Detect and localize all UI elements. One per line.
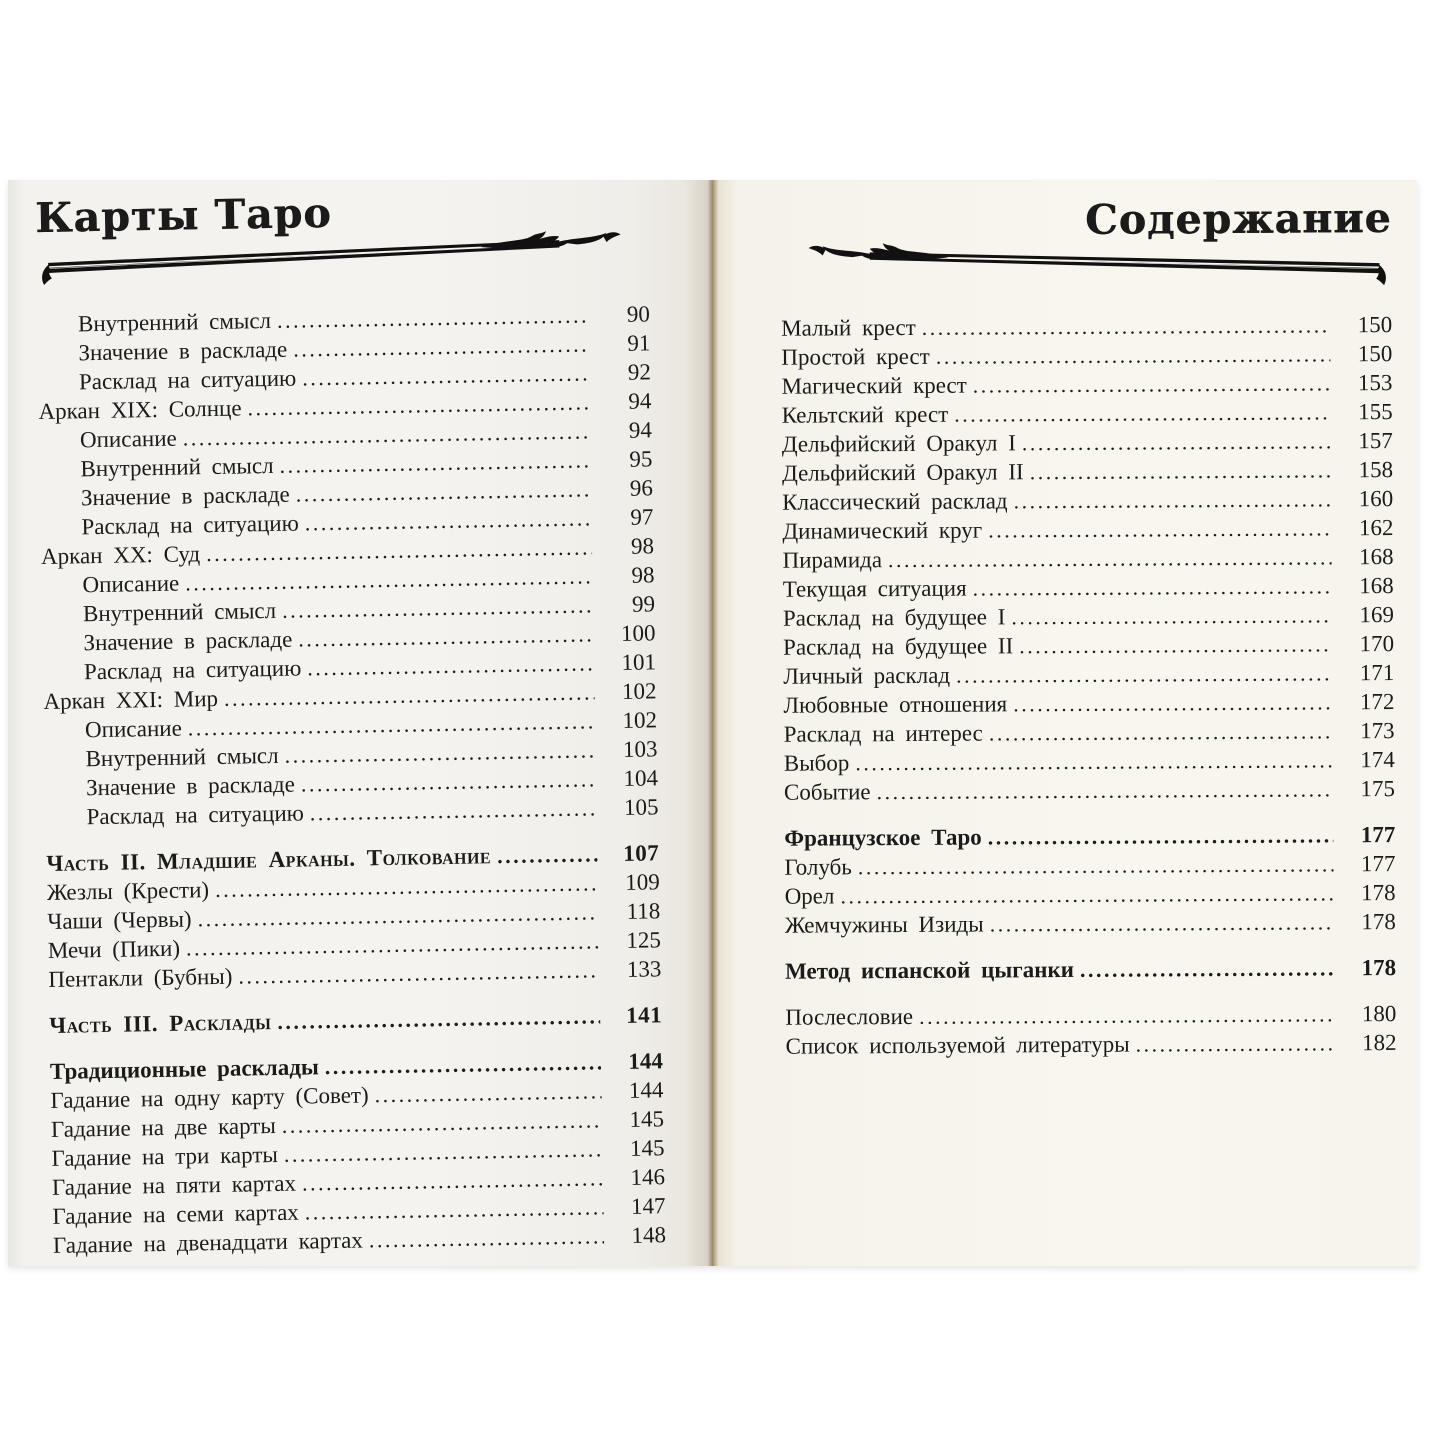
entry-page: 104 — [623, 765, 659, 791]
entry-page: 101 — [621, 649, 657, 675]
entry-label: Расклад на ситуацию — [81, 510, 299, 540]
entry-page: 102 — [622, 707, 658, 733]
entry-page: 100 — [620, 620, 656, 646]
entry-page: 97 — [630, 504, 654, 530]
entry-page: 178 — [1361, 879, 1396, 906]
entry-page: 102 — [621, 678, 657, 704]
entry-label: Расклад на будущее I — [782, 604, 1006, 631]
entry-page: 125 — [626, 927, 662, 953]
toc-entry — [784, 820, 1395, 853]
dot-leader — [956, 658, 1332, 689]
toc-entry — [783, 600, 1394, 633]
dot-leader — [1019, 629, 1332, 660]
entry-page: 178 — [1361, 954, 1397, 981]
dot-leader — [936, 339, 1331, 370]
entry-label: Значение в раскладе — [83, 626, 293, 656]
entry-label: Простой крест — [781, 343, 930, 370]
entry-label: Внутренний смысл — [85, 742, 279, 772]
entry-label: Магический крест — [781, 372, 967, 399]
entry-page: 150 — [1357, 312, 1393, 338]
entry-label: Пентакли (Бубны) — [48, 963, 233, 992]
entry-page: 168 — [1359, 544, 1394, 570]
toc-entry — [785, 999, 1396, 1032]
entry-page: 171 — [1359, 659, 1395, 686]
left-running-title: Карты Таро — [34, 188, 332, 243]
dot-leader — [369, 1221, 605, 1254]
entry-label: Гадание на две карты — [50, 1113, 277, 1142]
entry-label: Аркан XXI: Мир — [43, 685, 219, 715]
toc-entry — [783, 658, 1394, 691]
dot-leader — [988, 820, 1334, 851]
entry-page: 96 — [629, 475, 654, 501]
right-page-header — [780, 194, 1392, 290]
entry-label: Аркан XX: Суд — [40, 541, 201, 570]
entry-page: 94 — [628, 417, 653, 443]
dot-leader — [858, 849, 1334, 881]
entry-page: 109 — [625, 869, 661, 895]
entry-page: 118 — [626, 898, 661, 924]
entry-label: Внутренний смысл — [77, 307, 272, 337]
entry-label: Значение в раскладе — [80, 481, 290, 511]
entry-label: Личный расклад — [783, 662, 951, 689]
toc-entry — [784, 774, 1395, 807]
entry-page: 173 — [1360, 717, 1395, 744]
entry-page: 94 — [628, 388, 652, 414]
entry-label: Расклад на будущее II — [783, 633, 1014, 660]
left-page-header — [35, 183, 650, 286]
right-toc-list — [781, 310, 1397, 1061]
entry-page: 145 — [629, 1135, 665, 1161]
entry-label: Внутренний смысл — [80, 452, 274, 482]
entry-page: 168 — [1359, 573, 1394, 599]
toc-entry — [785, 1028, 1396, 1061]
entry-label: Гадание на три карты — [51, 1141, 279, 1171]
entry-page: 91 — [627, 330, 651, 356]
entry-page: 98 — [630, 533, 655, 559]
entry-label: Значение в раскладе — [78, 336, 288, 366]
dot-leader — [973, 368, 1331, 399]
toc-entry — [785, 907, 1396, 940]
toc-entry — [784, 716, 1395, 749]
entry-label: Событие — [783, 779, 871, 805]
entry-label: Внутренний смысл — [82, 597, 277, 627]
toc-entry — [781, 368, 1392, 401]
entry-label: Мечи (Пики) — [47, 935, 181, 963]
toc-entry — [783, 571, 1394, 604]
entry-label: Традиционные расклады — [49, 1054, 320, 1084]
toc-entry — [784, 745, 1395, 778]
book-spread — [8, 180, 1418, 1266]
entry-label: Гадание на двенадцати картах — [52, 1227, 364, 1258]
entry-label: Жемчужины Изиды — [784, 911, 984, 938]
entry-page: 105 — [623, 794, 659, 820]
toc-entry — [782, 484, 1393, 517]
entry-label: Часть III. Расклады — [48, 1009, 272, 1038]
entry-page: 153 — [1357, 370, 1393, 396]
dot-leader — [989, 716, 1333, 747]
dot-leader — [374, 1076, 601, 1109]
entry-page: 99 — [631, 591, 656, 617]
left-toc-list — [37, 299, 666, 1260]
dot-leader — [277, 1001, 600, 1036]
entry-label: Любовные отношения — [783, 691, 1008, 718]
dot-leader — [876, 774, 1333, 806]
entry-page: 160 — [1358, 486, 1394, 512]
entry-label: Выбор — [783, 750, 850, 776]
dot-leader — [1080, 953, 1334, 984]
dot-leader — [840, 878, 1333, 910]
entry-label: Описание — [84, 715, 183, 743]
dot-leader — [1030, 455, 1332, 486]
entry-page: 90 — [626, 301, 651, 327]
dot-leader — [973, 571, 1332, 602]
entry-label: Послесловие — [785, 1003, 914, 1030]
entry-label: Кельтский крест — [781, 401, 949, 428]
dot-leader — [310, 793, 597, 827]
entry-page: 95 — [629, 446, 653, 472]
entry-label: Орел — [784, 883, 835, 909]
dot-leader — [954, 397, 1331, 428]
entry-page: 92 — [627, 359, 652, 385]
entry-page: 107 — [623, 840, 660, 866]
dot-leader — [1013, 687, 1332, 718]
toc-entry — [781, 310, 1392, 343]
entry-label: Гадание на семи картах — [52, 1199, 300, 1229]
entry-page: 133 — [626, 956, 662, 982]
toc-entry — [783, 629, 1394, 662]
toc-entry — [784, 849, 1395, 882]
entry-page: 177 — [1360, 821, 1396, 848]
entry-page: 175 — [1360, 775, 1396, 802]
entry-page: 178 — [1361, 908, 1396, 935]
entry-label: Малый крест — [781, 314, 916, 341]
dot-leader — [1013, 484, 1331, 515]
right-page — [713, 180, 1418, 1266]
toc-entry — [49, 1000, 662, 1040]
entry-label: Расклад на ситуацию — [78, 365, 297, 395]
toc-entry — [782, 426, 1393, 459]
dot-leader — [990, 907, 1334, 938]
toc-entry — [782, 397, 1393, 430]
entry-label: Часть II. Младшие Арканы. Толкование — [46, 843, 492, 876]
entry-label: Метод испанской цыганки — [785, 956, 1075, 984]
entry-label: Расклад на интерес — [783, 720, 983, 747]
entry-label: Описание — [82, 570, 180, 598]
entry-page: 144 — [628, 1048, 664, 1074]
toc-entry — [782, 513, 1393, 546]
entry-page: 98 — [631, 562, 655, 588]
entry-page: 172 — [1359, 688, 1395, 715]
entry-label: Аркан XIX: Солнце — [38, 395, 242, 425]
entry-page: 141 — [625, 1002, 663, 1028]
entry-label: Динамический круг — [782, 517, 983, 544]
dot-leader — [1022, 426, 1331, 457]
entry-label: Список используемой литературы — [785, 1031, 1130, 1059]
entry-page: 182 — [1361, 1029, 1397, 1056]
dot-leader — [1011, 600, 1332, 631]
entry-page: 158 — [1358, 457, 1394, 483]
entry-page: 174 — [1360, 746, 1395, 773]
dot-leader — [922, 310, 1331, 341]
entry-label: Гадание на пяти картах — [51, 1170, 297, 1200]
toc-entry — [783, 687, 1394, 720]
entry-page: 162 — [1358, 515, 1394, 541]
toc-entry — [782, 455, 1393, 488]
dot-leader — [1136, 1028, 1335, 1058]
dot-leader — [238, 955, 599, 990]
entry-label: Текущая ситуация — [782, 575, 967, 602]
entry-page: 177 — [1360, 850, 1396, 877]
entry-label: Голубь — [784, 854, 852, 880]
entry-page: 146 — [630, 1164, 666, 1190]
entry-page: 169 — [1359, 602, 1395, 628]
entry-page: 157 — [1358, 428, 1393, 454]
entry-label: Французское Таро — [784, 824, 982, 851]
entry-label: Дельфийский Оракул II — [781, 459, 1024, 486]
dot-leader — [919, 999, 1334, 1031]
entry-label: Гадание на одну карту (Совет) — [50, 1082, 369, 1113]
dot-leader — [497, 839, 598, 870]
entry-label: Пирамида — [782, 547, 883, 573]
dot-leader — [988, 513, 1331, 544]
toc-entry — [785, 953, 1396, 986]
entry-page: 144 — [628, 1077, 664, 1103]
right-running-title: Содержание — [1084, 194, 1392, 244]
entry-page: 150 — [1357, 341, 1393, 367]
dot-leader — [888, 542, 1332, 574]
entry-label: Чаши (Червы) — [47, 906, 192, 934]
entry-page: 170 — [1359, 630, 1395, 657]
entry-label: Дельфийский Оракул I — [781, 430, 1016, 457]
entry-label: Расклад на ситуацию — [86, 800, 305, 830]
entry-page: 155 — [1358, 399, 1393, 425]
entry-page: 148 — [631, 1222, 667, 1248]
entry-page: 103 — [622, 736, 658, 762]
entry-page: 147 — [630, 1193, 666, 1219]
entry-page: 145 — [629, 1106, 665, 1132]
entry-label: Жезлы (Крести) — [46, 877, 210, 905]
ornamental-rule-right — [781, 240, 1392, 290]
entry-label: Расклад на ситуацию — [83, 655, 302, 685]
dot-leader — [855, 745, 1333, 777]
left-page — [8, 180, 713, 1266]
toc-entry — [785, 878, 1396, 911]
toc-entry — [781, 339, 1392, 372]
entry-label: Описание — [79, 425, 177, 453]
entry-label: Классический расклад — [782, 488, 1008, 515]
entry-page: 180 — [1361, 1000, 1397, 1027]
entry-label: Значение в раскладе — [85, 771, 296, 801]
toc-entry — [783, 542, 1394, 575]
